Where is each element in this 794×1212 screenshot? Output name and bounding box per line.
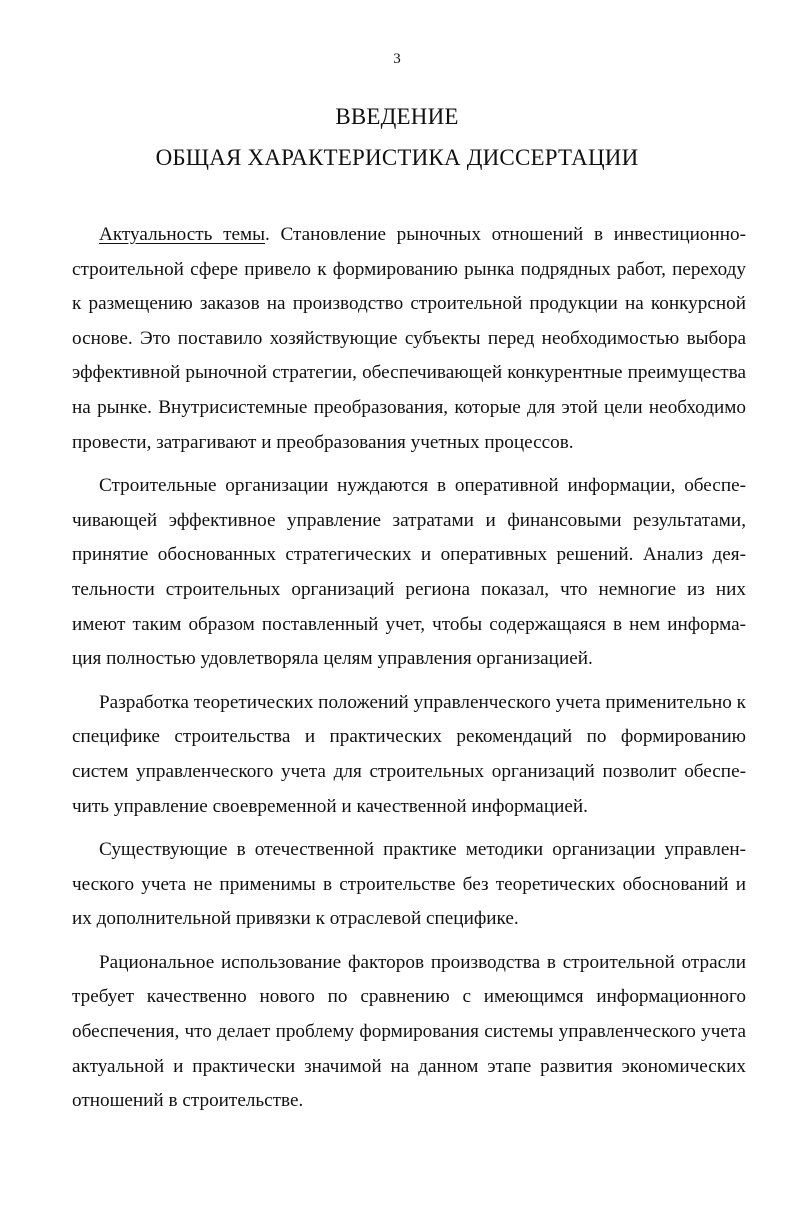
- body-text: [72, 218, 746, 1128]
- paragraph-text: . Становление рыночных отношений в инвестиционно-строительной сфере привело к формированию рынка подрядных работ, переходу к размещению заказов на производство строительной продукции на конкурсной основе. Это поставило хозяйствующие субъекты перед необходимостью выбора эффективной рыночной стратегии, обеспечивающей конкурентные преимущества на рынке. Внутрисистемные преобразования, которые для этой цели необходимо провести, затрагивают и преобразования учетных процессов.: [72, 224, 746, 453]
- paragraph: [72, 833, 746, 937]
- section-title: ВВЕДЕНИЕ: [335, 104, 459, 129]
- paragraph: [72, 686, 746, 824]
- paragraph: [72, 946, 746, 1119]
- paragraph-text: Разработка теоретических положений управленческого учета применительно к специфике строительства и практических рекомендаций по формированию систем управленческого учета для строительных организаций позволит обеспечить управление своевременной и качественной информацией.: [72, 691, 746, 817]
- paragraph: [72, 469, 746, 677]
- page-number: 3: [393, 51, 401, 67]
- paragraph-text: Существующие в отечественной практике методики организации управленческого учета не применимы в строительстве без теоретических обоснований и их дополнительной привязки к отраслевой специфике.: [72, 839, 746, 930]
- paragraph-text: Строительные организации нуждаются в оперативной информации, обеспечивающей эффективное управление затратами и финансовыми результатами, принятие обоснованных стратегических и оперативных решений. Анализ деятельности строительных организаций региона показал, что немногие из них имеют таким образом поставленный учет, чтобы содержащаяся в нем информация полностью удовлетворяла целям управления организацией.: [72, 475, 746, 670]
- paragraph-text: Рациональное использование факторов производства в строительной отрасли требует качественно нового по сравнению с имеющимся информационного обеспечения, что делает проблему формирования системы управленческого учета актуальной и практически значимой на данном этапе развития экономических отношений в строительстве.: [72, 951, 746, 1112]
- section-subtitle: ОБЩАЯ ХАРАКТЕРИСТИКА ДИССЕРТАЦИИ: [155, 145, 639, 170]
- relevance-lead: Актуальность темы: [99, 224, 266, 245]
- paragraph-relevance: [72, 218, 746, 460]
